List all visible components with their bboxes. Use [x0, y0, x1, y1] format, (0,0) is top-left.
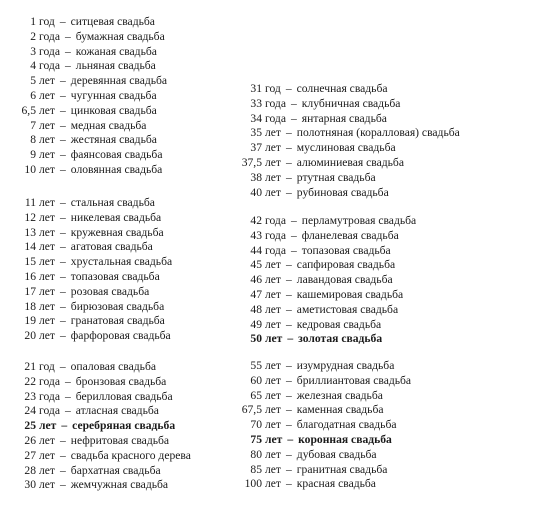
- dash-separator: –: [60, 284, 66, 298]
- anniversary-name: перламутровая свадьба: [301, 214, 417, 227]
- dash-separator: –: [286, 388, 292, 402]
- anniversary-name: кашемировая свадьба: [296, 287, 404, 301]
- anniversary-unit: года: [39, 404, 60, 418]
- anniversary-unit: лет: [265, 170, 281, 184]
- dash-separator: –: [60, 269, 66, 283]
- anniversary-name: гранатовая свадьба: [70, 314, 165, 328]
- anniversary-year: 34: [250, 111, 262, 125]
- anniversary-unit: лет: [265, 302, 281, 316]
- anniversary-year: 6,5: [21, 103, 36, 117]
- anniversary-row: [232, 359, 411, 374]
- dash-separator: –: [286, 447, 292, 461]
- anniversary-name: клубничная свадьба: [301, 96, 401, 110]
- dash-separator: –: [60, 448, 66, 462]
- anniversary-name: кружевная свадьба: [70, 225, 164, 239]
- anniversary-name: аметистовая свадьба: [296, 302, 399, 316]
- anniversary-year: 44: [250, 243, 262, 257]
- dash-separator: –: [286, 317, 292, 331]
- dash-separator: –: [290, 243, 297, 257]
- dash-separator: –: [286, 141, 292, 155]
- dash-separator: –: [290, 228, 297, 242]
- dash-separator: –: [60, 162, 66, 176]
- anniversary-unit: лет: [39, 284, 55, 298]
- anniversary-row: [0, 226, 172, 241]
- dash-separator: –: [59, 15, 66, 28]
- dash-separator: –: [285, 82, 292, 95]
- dash-separator: –: [60, 478, 66, 492]
- anniversary-unit: лет: [39, 74, 55, 88]
- anniversary-name: кожаная свадьба: [75, 44, 157, 58]
- anniversary-name: медная свадьба: [70, 118, 147, 132]
- dash-separator: –: [290, 96, 297, 110]
- anniversary-name: агатовая свадьба: [70, 240, 153, 254]
- anniversary-name: фланелевая свадьба: [301, 228, 399, 242]
- anniversary-year: 17: [24, 284, 36, 298]
- anniversary-row: [0, 119, 167, 134]
- anniversary-year: 42: [250, 214, 262, 227]
- anniversary-unit: лет: [39, 448, 55, 462]
- dash-separator: –: [60, 329, 66, 343]
- anniversary-row: [232, 112, 460, 127]
- anniversary-year: 14: [24, 240, 36, 254]
- anniversary-row: [0, 240, 172, 255]
- anniversary-row: [232, 303, 416, 318]
- anniversary-row: [0, 133, 167, 148]
- anniversary-row: [0, 15, 167, 30]
- anniversary-unit: года: [265, 111, 286, 125]
- anniversary-group-1-10: [0, 15, 167, 178]
- anniversary-unit: года: [39, 29, 60, 43]
- dash-separator: –: [286, 373, 292, 387]
- anniversary-unit: года: [265, 228, 286, 242]
- anniversary-unit: года: [265, 214, 286, 227]
- anniversary-unit: лет: [39, 314, 55, 328]
- dash-separator: –: [61, 419, 68, 433]
- anniversary-year: 5: [30, 74, 36, 88]
- anniversary-unit: лет: [265, 403, 281, 417]
- anniversary-name: бархатная свадьба: [70, 463, 161, 477]
- anniversary-name: красная свадьба: [296, 477, 376, 491]
- anniversary-year: 50: [250, 332, 262, 346]
- dash-separator: –: [64, 29, 71, 43]
- anniversary-row: [0, 74, 167, 89]
- anniversary-row: [0, 314, 172, 329]
- anniversary-unit: лет: [265, 432, 283, 446]
- anniversary-row: [232, 374, 411, 389]
- dash-separator: –: [60, 88, 66, 102]
- anniversary-year: 37,5: [241, 155, 262, 169]
- anniversary-row: [0, 59, 167, 74]
- anniversary-name: благодатная свадьба: [296, 418, 397, 432]
- anniversary-unit: года: [265, 96, 286, 110]
- anniversary-year: 45: [250, 258, 262, 272]
- dash-separator: –: [64, 404, 71, 418]
- anniversary-name: ситцевая свадьба: [70, 15, 155, 28]
- anniversary-row: [232, 477, 411, 492]
- anniversary-row: [0, 300, 172, 315]
- anniversary-group-31-40: [232, 82, 460, 200]
- anniversary-row: [232, 229, 416, 244]
- anniversary-unit: год: [39, 360, 55, 373]
- anniversary-name: золотая свадьба: [298, 332, 383, 346]
- anniversary-name: солнечная свадьба: [296, 82, 388, 95]
- anniversary-year: 28: [24, 463, 36, 477]
- anniversary-name: коронная свадьба: [298, 432, 392, 446]
- anniversary-unit: лет: [39, 148, 55, 162]
- dash-separator: –: [59, 360, 66, 373]
- anniversary-year: 46: [250, 273, 262, 287]
- dash-separator: –: [60, 133, 66, 147]
- anniversary-row: [232, 273, 416, 288]
- dash-separator: –: [64, 44, 71, 58]
- anniversary-year: 1: [30, 15, 36, 28]
- anniversary-year: 27: [24, 448, 36, 462]
- anniversary-unit: лет: [39, 478, 55, 492]
- anniversary-unit: лет: [265, 359, 281, 372]
- anniversary-row: [232, 418, 411, 433]
- anniversary-unit: лет: [39, 103, 55, 117]
- anniversary-row: [232, 82, 460, 97]
- anniversary-unit: лет: [39, 162, 55, 176]
- anniversary-name: фаянсовая свадьба: [70, 148, 163, 162]
- dash-separator: –: [286, 287, 292, 301]
- anniversary-year: 70: [250, 418, 262, 432]
- anniversary-row: [0, 419, 191, 434]
- anniversary-unit: лет: [265, 287, 281, 301]
- anniversary-name: жемчужная свадьба: [70, 478, 169, 492]
- anniversary-year: 35: [250, 126, 262, 140]
- anniversary-unit: года: [265, 243, 286, 257]
- anniversary-year: 24: [24, 404, 36, 418]
- anniversary-unit: год: [39, 15, 55, 28]
- anniversary-row: [0, 449, 191, 464]
- anniversary-year: 2: [30, 29, 36, 43]
- anniversary-unit: года: [39, 374, 60, 388]
- dash-separator: –: [64, 59, 71, 73]
- anniversary-year: 10: [24, 162, 36, 176]
- anniversary-row: [0, 45, 167, 60]
- anniversary-year: 22: [24, 374, 36, 388]
- anniversary-unit: лет: [265, 317, 281, 331]
- anniversary-row: [232, 332, 416, 347]
- anniversary-year: 21: [24, 360, 36, 373]
- dash-separator: –: [286, 258, 292, 272]
- anniversary-row: [0, 163, 167, 178]
- anniversary-row: [232, 244, 416, 259]
- anniversary-unit: года: [39, 389, 60, 403]
- anniversary-row: [232, 288, 416, 303]
- dash-separator: –: [60, 225, 66, 239]
- anniversary-unit: лет: [39, 255, 55, 269]
- anniversary-name: серебряная свадьба: [72, 419, 176, 433]
- anniversary-unit: лет: [39, 269, 55, 283]
- anniversary-year: 100: [244, 477, 262, 491]
- anniversary-row: [232, 403, 411, 418]
- anniversary-year: 30: [24, 478, 36, 492]
- anniversary-name: никелевая свадьба: [70, 210, 162, 224]
- anniversary-row: [0, 148, 167, 163]
- dash-separator: –: [286, 302, 292, 316]
- anniversary-name: сапфировая свадьба: [296, 258, 396, 272]
- anniversary-unit: лет: [265, 418, 281, 432]
- anniversary-name: стальная свадьба: [70, 196, 155, 209]
- anniversary-name: дубовая свадьба: [296, 447, 377, 461]
- anniversary-year: 48: [250, 302, 262, 316]
- anniversary-row: [232, 126, 460, 141]
- anniversary-unit: лет: [265, 141, 281, 155]
- anniversary-unit: лет: [39, 118, 55, 132]
- anniversary-row: [232, 171, 460, 186]
- anniversary-name: железная свадьба: [296, 388, 383, 402]
- anniversary-row: [0, 104, 167, 119]
- anniversary-year: 20: [24, 329, 36, 343]
- dash-separator: –: [60, 74, 66, 88]
- dash-separator: –: [290, 111, 297, 125]
- anniversary-unit: год: [265, 82, 281, 95]
- anniversary-year: 26: [24, 433, 36, 447]
- anniversary-name: жестяная свадьба: [70, 133, 157, 147]
- anniversary-unit: лет: [39, 240, 55, 254]
- anniversary-year: 67,5: [241, 403, 262, 417]
- anniversary-year: 33: [250, 96, 262, 110]
- anniversary-name: фарфоровая свадьба: [70, 329, 171, 343]
- dash-separator: –: [290, 214, 297, 227]
- anniversary-name: янтарная свадьба: [301, 111, 387, 125]
- anniversary-row: [232, 141, 460, 156]
- anniversary-name: бирюзовая свадьба: [70, 299, 165, 313]
- anniversary-year: 6: [30, 88, 36, 102]
- dash-separator: –: [286, 359, 292, 372]
- anniversary-year: 3: [30, 44, 36, 58]
- anniversary-year: 13: [24, 225, 36, 239]
- anniversary-row: [232, 186, 460, 201]
- anniversary-year: 7: [30, 118, 36, 132]
- anniversary-unit: лет: [265, 258, 281, 272]
- anniversary-row: [232, 463, 411, 478]
- anniversary-year: 47: [250, 287, 262, 301]
- anniversary-unit: лет: [39, 433, 55, 447]
- anniversary-unit: года: [39, 44, 60, 58]
- anniversary-year: 31: [250, 82, 262, 95]
- dash-separator: –: [60, 240, 66, 254]
- anniversary-unit: лет: [265, 155, 281, 169]
- dash-separator: –: [60, 314, 66, 328]
- dash-separator: –: [286, 403, 292, 417]
- anniversary-group-11-20: [0, 196, 172, 344]
- dash-separator: –: [287, 432, 294, 446]
- anniversary-name: муслиновая свадьба: [296, 141, 396, 155]
- anniversary-name: оловянная свадьба: [70, 162, 163, 176]
- anniversary-year: 25: [24, 419, 36, 433]
- anniversary-name: гранитная свадьба: [296, 462, 388, 476]
- anniversary-unit: лет: [265, 388, 281, 402]
- dash-separator: –: [60, 103, 66, 117]
- anniversary-name: полотняная (коралловая) свадьба: [296, 126, 460, 140]
- anniversary-row: [0, 390, 191, 405]
- anniversary-name: чугунная свадьба: [70, 88, 157, 102]
- dash-separator: –: [286, 418, 292, 432]
- dash-separator: –: [286, 155, 292, 169]
- anniversary-group-42-50: [232, 214, 416, 347]
- anniversary-year: 49: [250, 317, 262, 331]
- anniversary-unit: лет: [265, 477, 281, 491]
- anniversary-name: алюминиевая свадьба: [296, 155, 404, 169]
- anniversary-row: [0, 404, 191, 419]
- anniversary-year: 12: [24, 210, 36, 224]
- anniversary-row: [0, 255, 172, 270]
- anniversary-year: 19: [24, 314, 36, 328]
- dash-separator: –: [286, 273, 292, 287]
- anniversary-name: атласная свадьба: [75, 404, 159, 418]
- anniversary-name: опаловая свадьба: [70, 360, 156, 373]
- anniversary-year: 37: [250, 141, 262, 155]
- anniversary-name: нефритовая свадьба: [70, 433, 170, 447]
- anniversary-name: кедровая свадьба: [296, 317, 382, 331]
- anniversary-name: бумажная свадьба: [75, 29, 165, 43]
- anniversary-row: [0, 196, 172, 211]
- anniversary-year: 18: [24, 299, 36, 313]
- anniversary-name: лавандовая свадьба: [296, 273, 393, 287]
- anniversary-unit: года: [39, 59, 60, 73]
- dash-separator: –: [286, 185, 292, 199]
- anniversary-unit: лет: [265, 126, 281, 140]
- anniversary-row: [232, 156, 460, 171]
- anniversary-name: ртутная свадьба: [296, 170, 376, 184]
- anniversary-name: рубиновая свадьба: [296, 185, 389, 199]
- anniversary-unit: лет: [265, 462, 281, 476]
- dash-separator: –: [60, 196, 66, 209]
- anniversary-row: [232, 318, 416, 333]
- anniversary-unit: лет: [39, 210, 55, 224]
- anniversary-row: [0, 478, 191, 493]
- anniversary-unit: лет: [39, 225, 55, 239]
- anniversary-unit: лет: [265, 332, 283, 346]
- anniversary-year: 40: [250, 185, 262, 199]
- anniversary-name: свадьба красного дерева: [70, 448, 191, 462]
- anniversary-row: [232, 448, 411, 463]
- anniversary-year: 16: [24, 269, 36, 283]
- anniversary-unit: лет: [39, 463, 55, 477]
- anniversary-name: топазовая свадьба: [70, 269, 160, 283]
- anniversary-unit: лет: [39, 419, 57, 433]
- dash-separator: –: [60, 210, 66, 224]
- dash-separator: –: [286, 170, 292, 184]
- anniversary-year: 80: [250, 447, 262, 461]
- anniversary-row: [232, 389, 411, 404]
- anniversary-row: [0, 89, 167, 104]
- dash-separator: –: [60, 463, 66, 477]
- anniversary-year: 4: [30, 59, 36, 73]
- anniversary-year: 11: [24, 196, 36, 209]
- anniversary-row: [232, 97, 460, 112]
- anniversary-unit: лет: [265, 185, 281, 199]
- anniversary-unit: лет: [265, 373, 281, 387]
- anniversary-unit: лет: [39, 196, 55, 209]
- anniversary-name: бриллиантовая свадьба: [296, 373, 412, 387]
- anniversary-row: [0, 360, 191, 375]
- anniversary-year: 65: [250, 388, 262, 402]
- anniversary-unit: лет: [39, 299, 55, 313]
- dash-separator: –: [60, 299, 66, 313]
- anniversary-year: 60: [250, 373, 262, 387]
- anniversary-year: 43: [250, 228, 262, 242]
- anniversary-row: [0, 270, 172, 285]
- anniversary-year: 9: [30, 148, 36, 162]
- anniversary-unit: лет: [265, 273, 281, 287]
- anniversary-year: 55: [250, 359, 262, 372]
- dash-separator: –: [286, 462, 292, 476]
- anniversary-year: 8: [30, 133, 36, 147]
- anniversary-row: [0, 434, 191, 449]
- anniversary-row: [0, 464, 191, 479]
- anniversary-group-21-30: [0, 360, 191, 493]
- anniversary-row: [0, 285, 172, 300]
- anniversary-row: [232, 214, 416, 229]
- anniversary-name: розовая свадьба: [70, 284, 150, 298]
- anniversary-row: [0, 329, 172, 344]
- anniversary-unit: лет: [39, 88, 55, 102]
- anniversary-row: [0, 375, 191, 390]
- anniversary-name: льняная свадьба: [75, 59, 156, 73]
- anniversary-name: хрустальная свадьба: [70, 255, 173, 269]
- anniversary-name: изумрудная свадьба: [296, 359, 395, 372]
- dash-separator: –: [286, 126, 292, 140]
- dash-separator: –: [64, 389, 71, 403]
- anniversary-year: 15: [24, 255, 36, 269]
- anniversary-name: топазовая свадьба: [301, 243, 391, 257]
- anniversary-row: [232, 433, 411, 448]
- anniversary-year: 85: [250, 462, 262, 476]
- anniversary-group-55-100: [232, 359, 411, 492]
- anniversary-name: бронзовая свадьба: [75, 374, 167, 388]
- dash-separator: –: [60, 118, 66, 132]
- anniversary-unit: лет: [265, 447, 281, 461]
- anniversary-row: [0, 211, 172, 226]
- anniversary-unit: лет: [39, 133, 55, 147]
- anniversary-row: [232, 258, 416, 273]
- dash-separator: –: [60, 148, 66, 162]
- dash-separator: –: [286, 477, 292, 491]
- anniversary-name: деревянная свадьба: [70, 74, 168, 88]
- dash-separator: –: [64, 374, 71, 388]
- anniversary-unit: лет: [39, 329, 55, 343]
- anniversary-name: каменная свадьба: [296, 403, 384, 417]
- anniversary-year: 23: [24, 389, 36, 403]
- anniversary-name: берилловая свадьба: [75, 389, 173, 403]
- dash-separator: –: [60, 255, 66, 269]
- dash-separator: –: [60, 433, 66, 447]
- anniversary-row: [0, 30, 167, 45]
- dash-separator: –: [287, 332, 294, 346]
- anniversary-name: цинковая свадьба: [70, 103, 157, 117]
- anniversary-year: 75: [250, 432, 262, 446]
- anniversary-year: 38: [250, 170, 262, 184]
